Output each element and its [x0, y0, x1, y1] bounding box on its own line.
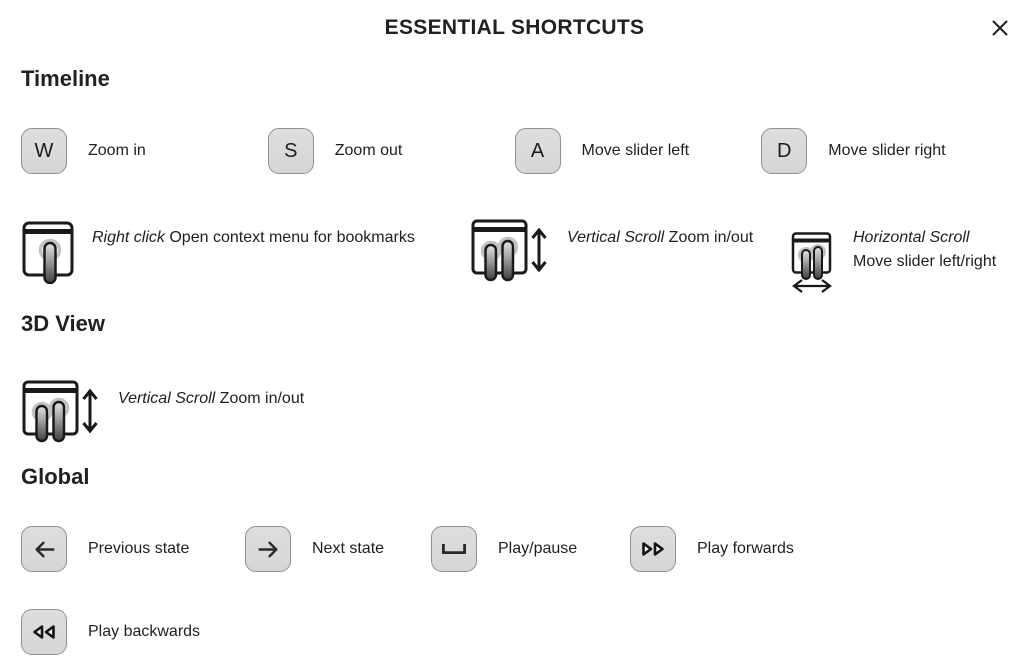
shortcut-description: Move slider left/right — [853, 253, 997, 270]
spacebar-key-icon — [441, 543, 467, 555]
shortcut-label: Move slider left — [581, 142, 690, 159]
mouse-vertical-scroll-icon — [21, 379, 101, 443]
keycap-s: S — [268, 128, 314, 174]
shortcut-action: Vertical Scroll — [567, 229, 665, 246]
shortcut-action: Right click — [92, 229, 165, 246]
shortcut-right-click — [21, 218, 470, 284]
shortcut-previous-state — [21, 526, 245, 572]
dialog-title: ESSENTIAL SHORTCUTS — [384, 16, 645, 39]
global-shortcuts-row — [21, 526, 1008, 572]
shortcut-label: Zoom in — [88, 142, 146, 159]
shortcut-play-backwards — [21, 609, 200, 655]
dialog-header — [0, 0, 1029, 41]
shortcut-text — [853, 218, 1008, 274]
shortcut-zoom-in — [21, 128, 268, 174]
shortcut-description: Zoom in/out — [668, 229, 754, 246]
keycap-play-backwards — [21, 609, 67, 655]
section-heading-timeline: Timeline — [21, 66, 110, 91]
shortcut-label: Play forwards — [697, 540, 794, 557]
play-forwards-key-icon — [639, 540, 667, 558]
keycap-arrow-right — [245, 526, 291, 572]
shortcut-text — [567, 218, 753, 250]
play-backwards-key-icon — [30, 623, 58, 641]
close-icon — [989, 17, 1011, 39]
keycap-play-forwards — [630, 526, 676, 572]
shortcut-horizontal-scroll — [788, 218, 1008, 295]
shortcut-vertical-scroll — [470, 218, 788, 282]
shortcut-text — [118, 379, 304, 411]
shortcut-label: Next state — [312, 540, 385, 557]
shortcut-play-forwards — [630, 526, 1008, 572]
shortcut-action: Vertical Scroll — [118, 390, 216, 407]
keycap-spacebar — [431, 526, 477, 572]
shortcut-label: Play/pause — [498, 540, 578, 557]
arrow-left-key-icon — [32, 537, 57, 562]
shortcut-zoom-out — [268, 128, 515, 174]
shortcut-description: Zoom in/out — [219, 390, 305, 407]
keycap-a: A — [515, 128, 561, 174]
arrow-right-key-icon — [256, 537, 281, 562]
shortcut-play-pause — [431, 526, 630, 572]
keycap-d: D — [761, 128, 807, 174]
global-shortcuts-row-2 — [21, 609, 1008, 655]
timeline-mouse-row — [21, 218, 1008, 295]
timeline-keys-row — [21, 128, 1008, 174]
shortcut-3d-vertical-scroll — [21, 379, 1008, 443]
section-heading-3d-view: 3D View — [21, 311, 105, 336]
shortcut-label: Move slider right — [828, 142, 946, 159]
shortcut-label: Play backwards — [88, 623, 201, 640]
shortcut-label: Previous state — [88, 540, 190, 557]
dialog-content — [0, 66, 1029, 655]
shortcut-description: Open context menu for bookmarks — [169, 229, 415, 246]
keycap-arrow-left — [21, 526, 67, 572]
shortcut-move-slider-right — [761, 128, 1008, 174]
mouse-horizontal-scroll-icon — [788, 231, 836, 295]
shortcut-text — [92, 218, 415, 250]
shortcut-next-state — [245, 526, 431, 572]
close-button[interactable] — [985, 13, 1015, 43]
mouse-vertical-scroll-icon — [470, 218, 550, 282]
keycap-w: W — [21, 128, 67, 174]
section-heading-global: Global — [21, 464, 90, 489]
mouse-right-click-icon — [21, 218, 75, 284]
shortcut-action: Horizontal Scroll — [853, 229, 970, 246]
shortcut-move-slider-left — [515, 128, 762, 174]
shortcut-label: Zoom out — [334, 142, 403, 159]
